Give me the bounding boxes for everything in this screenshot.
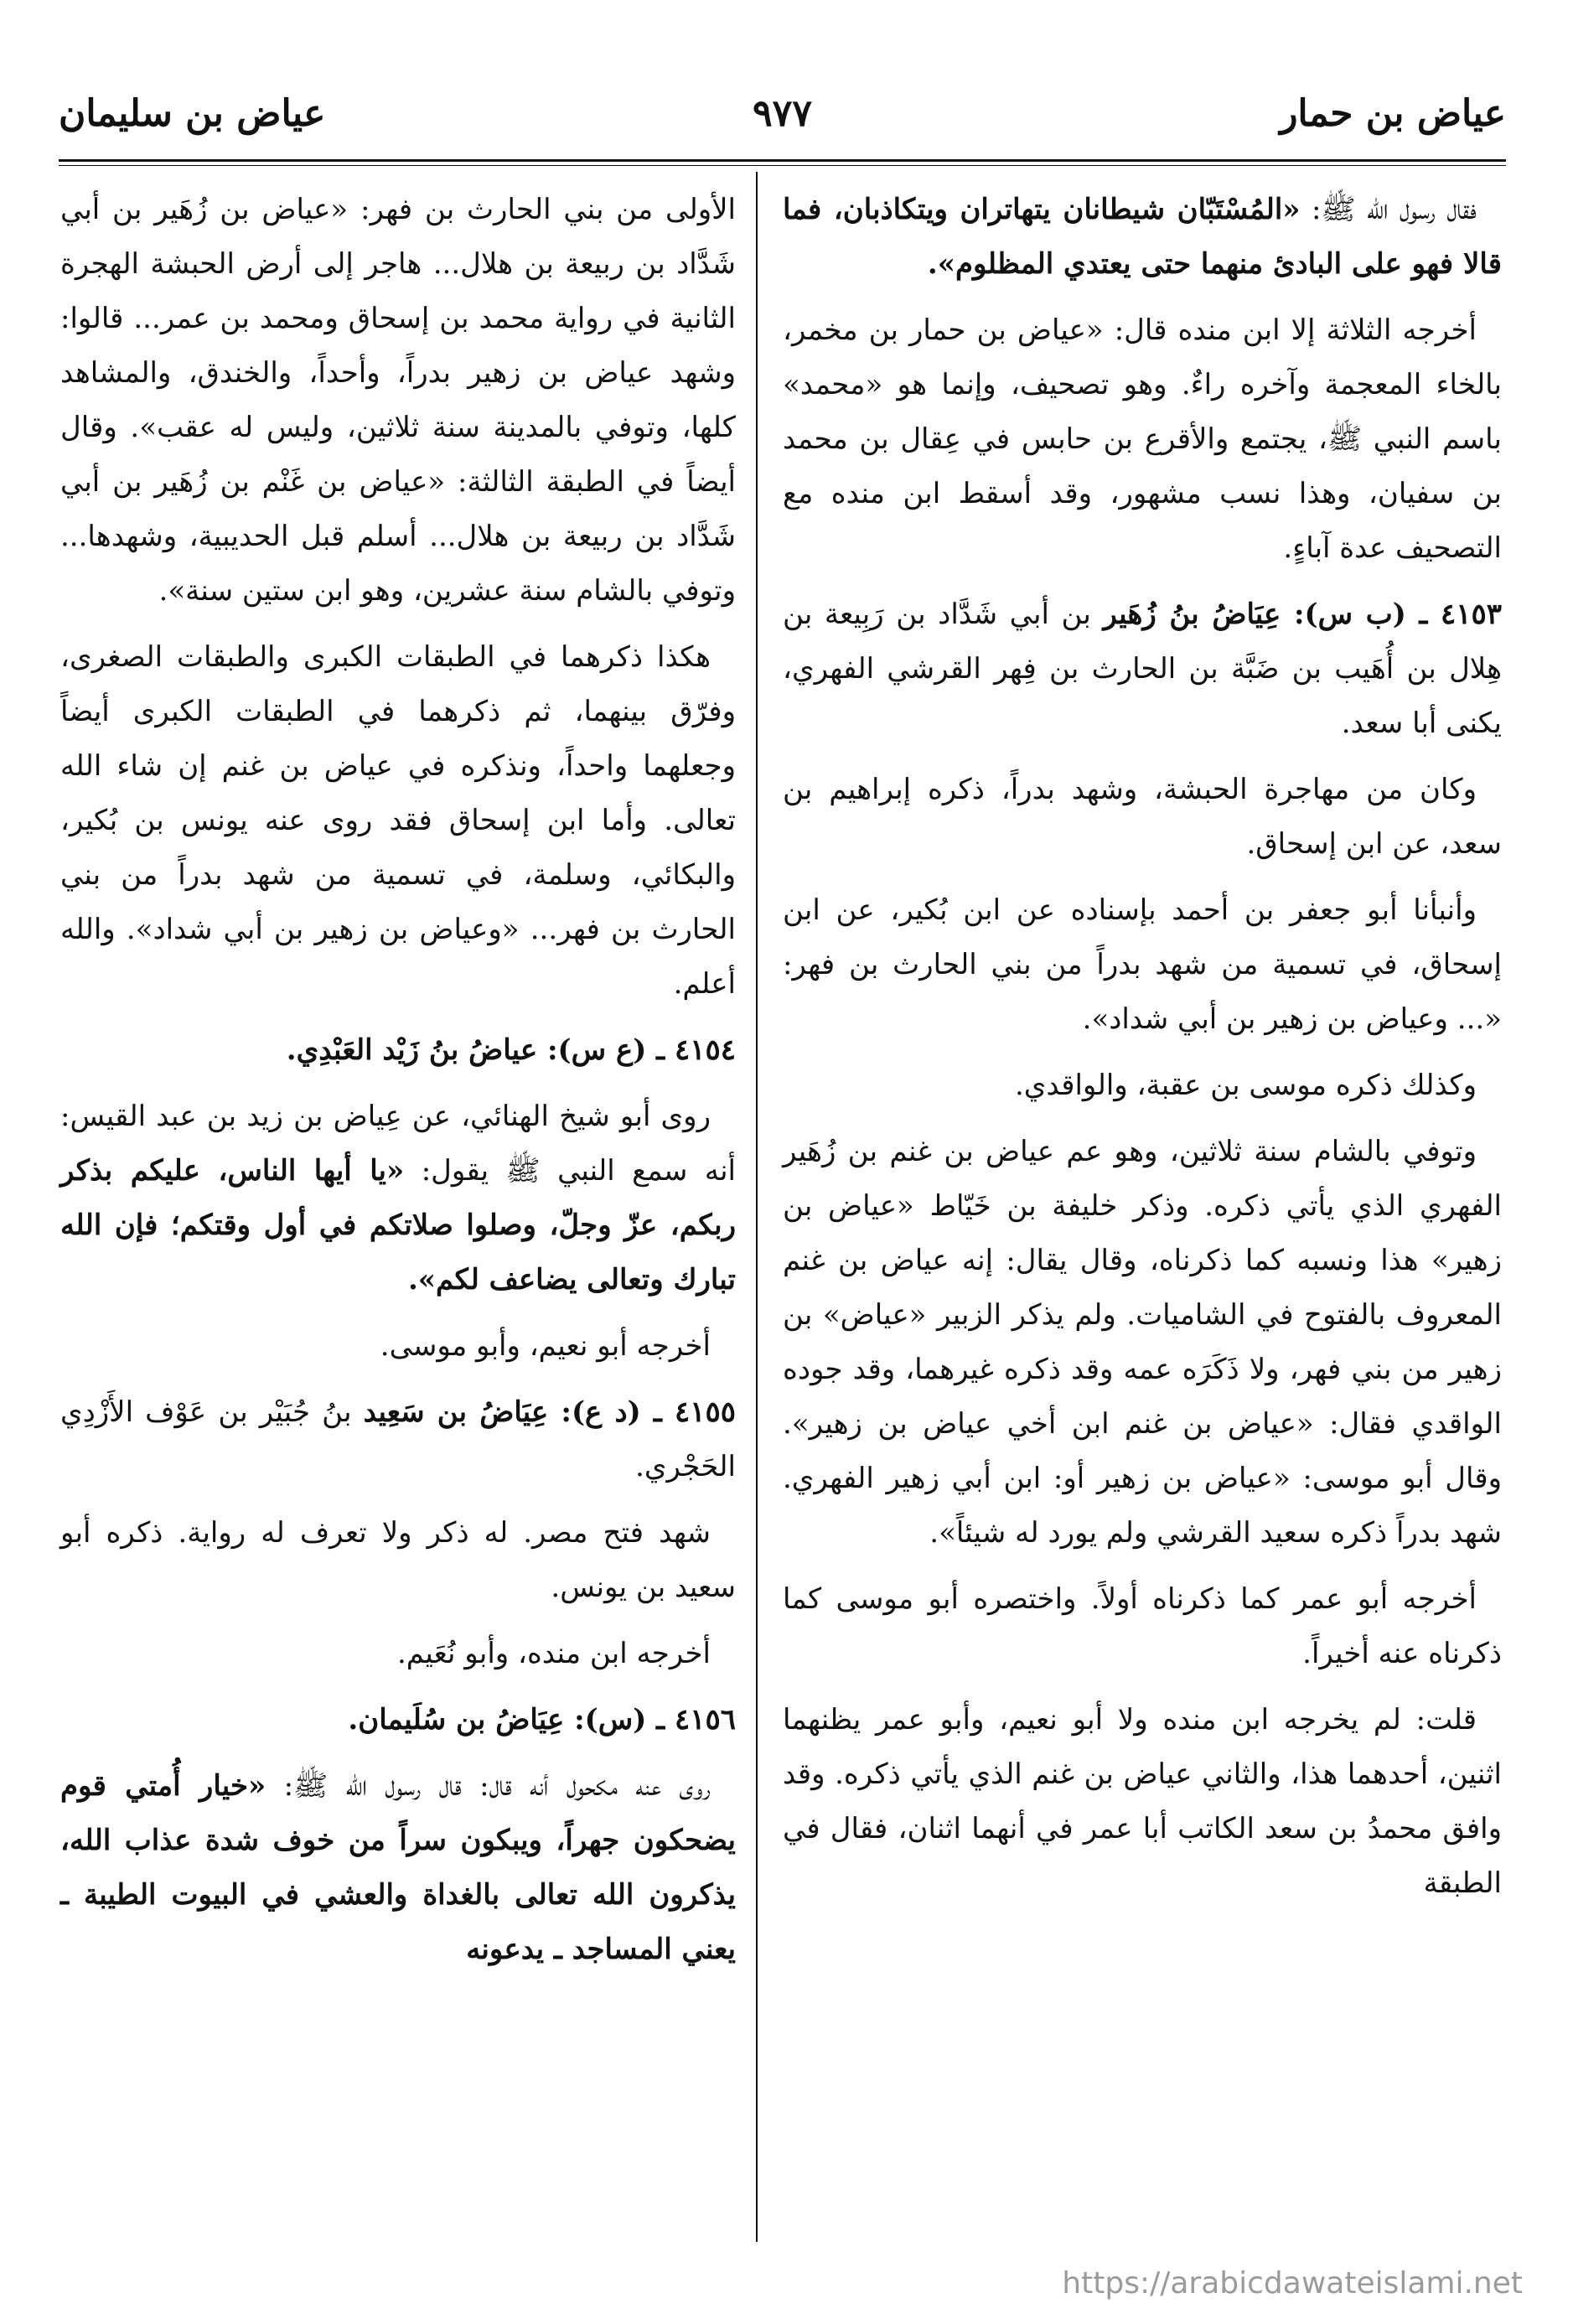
text: أخرجه الثلاثة إلا ابن منده قال: «عياض بن حمار بن مخمر، بالخاء المعجمة وآخره راءٌ. وهو تصحيف، وإنما هو «محمد» باسم النبي ﷺ، يجتمع والأقرع بن حابس في عِقال بن محمد بن سفيان، وهذا نسب مشهور، وقد أسقط ابن منده مع التصحيف عدة آباءٍ. <box>783 313 1502 565</box>
text: فقال رسول الله ﷺ: <box>1300 193 1477 226</box>
paragraph <box>60 1627 736 1681</box>
text: وكان من مهاجرة الحبشة، وشهد بدراً، ذكره إبراهيم بن سعد، عن ابن إسحاق. <box>783 773 1502 861</box>
text: أخرجه أبو نعيم، وأبو موسى. <box>380 1329 711 1363</box>
watermark-url: https://arabicdawateislami.net <box>1062 2266 1523 2301</box>
paragraph <box>783 1693 1502 1911</box>
paragraph <box>783 303 1502 576</box>
paragraph <box>60 630 736 1012</box>
paragraph <box>60 1759 736 1977</box>
header-rule <box>59 159 1506 162</box>
page-header <box>59 92 1506 151</box>
text: روى أبو شيخ الهنائي، عن عِياض بن زيد بن عبد القيس: أنه سمع النبي ﷺ يقول: <box>60 1100 736 1188</box>
paragraph <box>783 1058 1502 1113</box>
bold-text: «خيار أُمتي قوم يضحكون جهراً، ويبكون سراً من خوف شدة عذاب الله، يذكرون الله تعالى بالغداة والعشي في البيوت الطيبة ـ يعني المساجد ـ يدعونه <box>60 1769 736 1966</box>
text: قلت: لم يخرجه ابن منده ولا أبو نعيم، وأبو عمر يظنهما اثنين، أحدهما هذا، والثاني عياض بن غنم الذي يأتي ذكره. وقد وافق محمدُ بن سعد الكاتب أبا عمر في أنهما اثنان، فقال في الطبقة <box>783 1703 1502 1900</box>
entry-heading-paragraph <box>60 183 736 619</box>
running-title-left: عياض بن سليمان <box>59 92 326 135</box>
bold-text: ٤١٥٣ ـ (ب س): عِيَاضُ بنُ زُهَير <box>1103 598 1502 631</box>
bold-text: «يا أيها الناس، عليكم بذكر ربكم، عزّ وجلّ، وصلوا صلاتكم في أول وقتكم؛ فإن الله تبارك وتعالى يضاعف لكم». <box>60 1154 736 1297</box>
bold-text: ٤١٥٤ ـ (ع س): عياضُ بنُ زَيْد العَبْدِي. <box>286 1033 736 1067</box>
paragraph <box>60 1090 736 1307</box>
text: بنُ جُبَيْر بن عَوْف الأَزْدِي الحَجْري. <box>60 1395 736 1483</box>
left-column <box>60 183 736 1989</box>
paragraph <box>783 1125 1502 1561</box>
bold-text: «المُسْتَبّان شيطانان يتهاتران ويتكاذبان، فما قالا فهو على البادئ منهما حتى يعتدي المظلوم». <box>783 193 1502 281</box>
page-number: ٩٧٧ <box>753 92 812 135</box>
entry-heading-paragraph <box>60 1385 736 1494</box>
paragraph <box>783 183 1502 292</box>
entry-heading-paragraph <box>60 1023 736 1078</box>
text: أخرجه أبو عمر كما ذكرناه أولاً. واختصره أبو موسى كما ذكرناه عنه أخيراً. <box>783 1582 1502 1670</box>
text: هكذا ذكرهما في الطبقات الكبرى والطبقات الصغرى، وفرّق بينهما، ثم ذكرهما في الطبقات الكبرى أيضاً وجعلهما واحداً، ونذكره في عياض بن غنم إن شاء الله تعالى. وأما ابن إسحاق فقد روى عنه يونس بن بُكير، والبكائي، وسلمة، في تسمية من شهد بدراً من بني الحارث بن فهر... «وعياض بن زهير بن أبي شداد». والله أعلم. <box>60 640 737 1001</box>
text: شهد فتح مصر. له ذكر ولا تعرف له رواية. ذكره أبو سعيد بن يونس. <box>60 1516 736 1604</box>
running-title-right: عياض بن حمار <box>1280 92 1506 135</box>
paragraph <box>783 763 1502 872</box>
entry-heading-paragraph <box>783 587 1502 751</box>
paragraph <box>783 883 1502 1047</box>
header-rule-thin <box>59 165 1506 166</box>
right-column <box>783 183 1502 1923</box>
paragraph <box>783 1572 1502 1681</box>
bold-text: ٤١٥٦ ـ (س): عِيَاضُ بن سُلَيمان. <box>348 1703 736 1737</box>
paragraph <box>60 1506 736 1615</box>
text: روى عنه مكحول أنه قال: قال رسول الله ﷺ: <box>266 1769 711 1803</box>
text: وأنبأنا أبو جعفر بن أحمد بإسناده عن ابن بُكير، عن ابن إسحاق، في تسمية من شهد بدراً من بني الحارث بن فهر: «... وعياض بن زهير بن أبي شداد». <box>783 893 1502 1036</box>
bold-text: ٤١٥٥ ـ (د ع): عِيَاضُ بن سَعِيد <box>363 1395 736 1429</box>
text: بن أبي شَدَّاد بن رَبِيعة بن هِلال بن أُهَيب بن ضَبَّة بن الحارث بن فِهر القرشي الفهري، يكنى أبا سعد. <box>783 598 1502 740</box>
text: وكذلك ذكره موسى بن عقبة، والواقدي. <box>1014 1069 1477 1102</box>
text: الأولى من بني الحارث بن فهر: «عياض بن زُهَير بن أبي شَدَّاد بن ربيعة بن هلال... هاجر إلى أرض الحبشة الهجرة الثانية في رواية محمد بن إسحاق ومحمد بن عمر... قالوا: وشهد عياض بن زهير بدراً، وأحداً، والخندق، والمشاهد كلها، وتوفي بالمدينة سنة ثلاثين، وليس له عقب». وقال أيضاً في الطبقة الثالثة: «عياض بن غَنْم بن زُهَير بن أبي شَدَّاد بن ربيعة بن هلال... أسلم قبل الحديبية، وشهدها... وتوفي بالشام سنة عشرين، وهو ابن ستين سنة». <box>60 193 736 608</box>
column-divider <box>756 172 758 2242</box>
text: وتوفي بالشام سنة ثلاثين، وهو عم عياض بن غنم بن زُهَير الفهري الذي يأتي ذكره. وذكر خليفة بن خَيّاط «عياض بن زهير» هذا ونسبه كما ذكرناه، وقال يقال: إنه عياض بن غنم المعروف بالفتوح في الشاميات. ولم يذكر الزبير «عياض» بن زهير من بني فهر، ولا ذَكَرَه عمه وقد ذكره غيرهما، وقد جوده الواقدي فقال: «عياض بن غنم ابن أخي عياض بن زهير». وقال أبو موسى: «عياض بن زهير أو: ابن أبي زهير الفهري. شهد بدراً ذكره سعيد القرشي ولم يورد له شيئاً». <box>783 1135 1502 1550</box>
paragraph <box>60 1319 736 1374</box>
text: أخرجه ابن منده، وأبو نُعَيم. <box>396 1637 711 1670</box>
entry-heading-paragraph <box>60 1693 736 1747</box>
